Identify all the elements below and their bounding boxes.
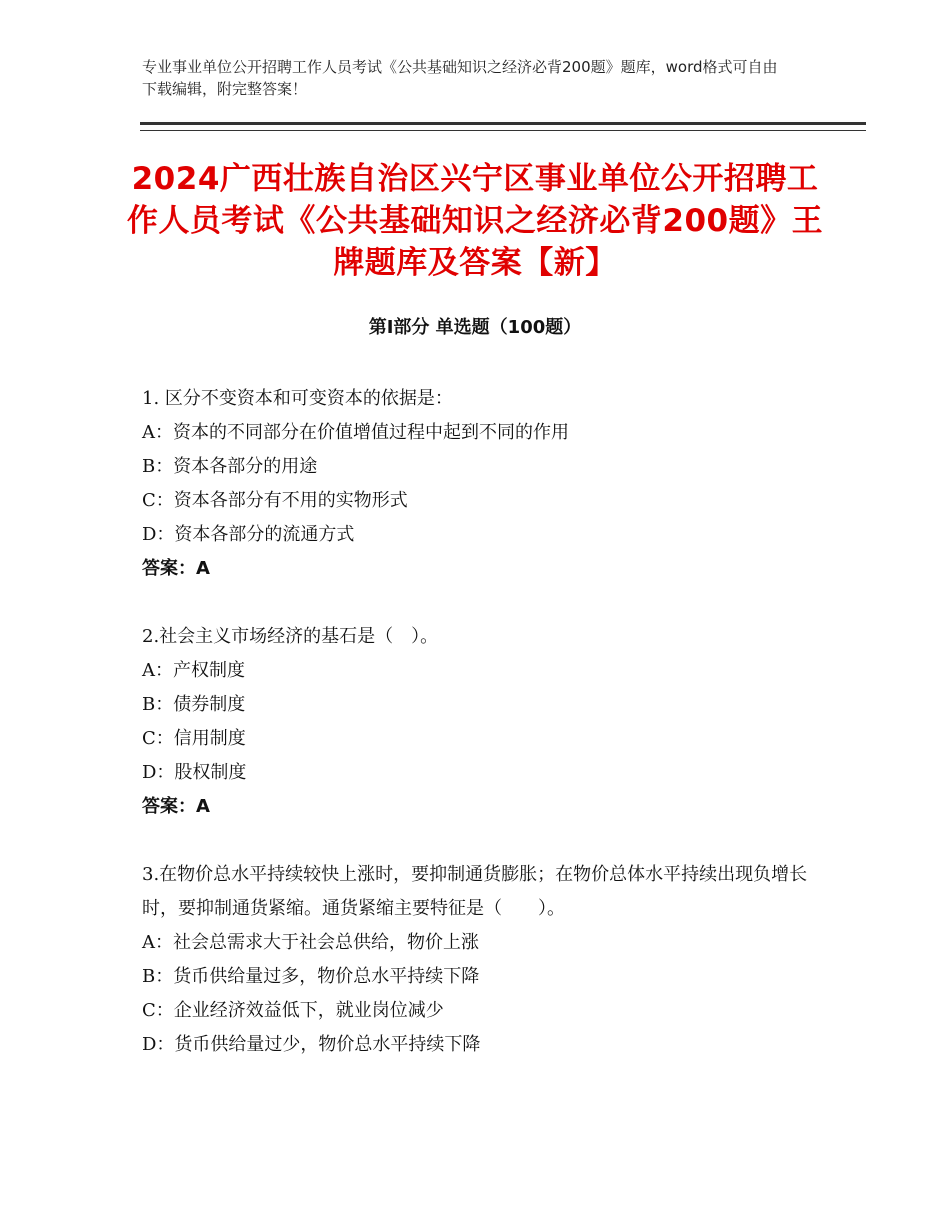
question-answer: 答案：A [142,796,210,817]
section-title: 第Ⅰ部分 单选题（100题） [368,317,582,338]
question-option: A：资本的不同部分在价值增值过程中起到不同的作用 [142,422,569,443]
question-stem: 2.社会主义市场经济的基石是（ ）。 [142,626,439,647]
question-item [142,620,822,824]
question-option: A：社会总需求大于社会总供给，物价上涨 [142,932,479,953]
question-option: D：资本各部分的流通方式 [142,524,355,545]
header-note: 专业事业单位公开招聘工作人员考试《公共基础知识之经济必背200题》题库，word格式可自由下载编辑，附完整答案！ [142,58,778,98]
question-option: B：货币供给量过多，物价总水平持续下降 [142,966,480,987]
question-option: C：信用制度 [142,728,246,749]
question-option: A：产权制度 [142,660,245,681]
document-title: 2024广西壮族自治区兴宁区事业单位公开招聘工作人员考试《公共基础知识之经济必背200题》王牌题库及答案【新】 [126,161,824,281]
question-option: D：股权制度 [142,762,247,783]
question-item [142,382,822,586]
question-option: B：资本各部分的用途 [142,456,318,477]
question-answer: 答案：A [142,558,210,579]
question-stem: 1. 区分不变资本和可变资本的依据是： [142,388,453,409]
question-stem: 3.在物价总水平持续较快上涨时，要抑制通货膨胀；在物价总体水平持续出现负增长时，要抑制通货紧缩。通货紧缩主要特征是（ ）。 [142,864,808,919]
question-option: D：货币供给量过少，物价总水平持续下降 [142,1034,481,1055]
question-option: C：资本各部分有不用的实物形式 [142,490,408,511]
question-item [142,858,822,1062]
question-option: B：债券制度 [142,694,246,715]
question-list [142,382,822,1096]
question-option: C：企业经济效益低下，就业岗位减少 [142,1000,444,1021]
header-divider [140,122,866,131]
